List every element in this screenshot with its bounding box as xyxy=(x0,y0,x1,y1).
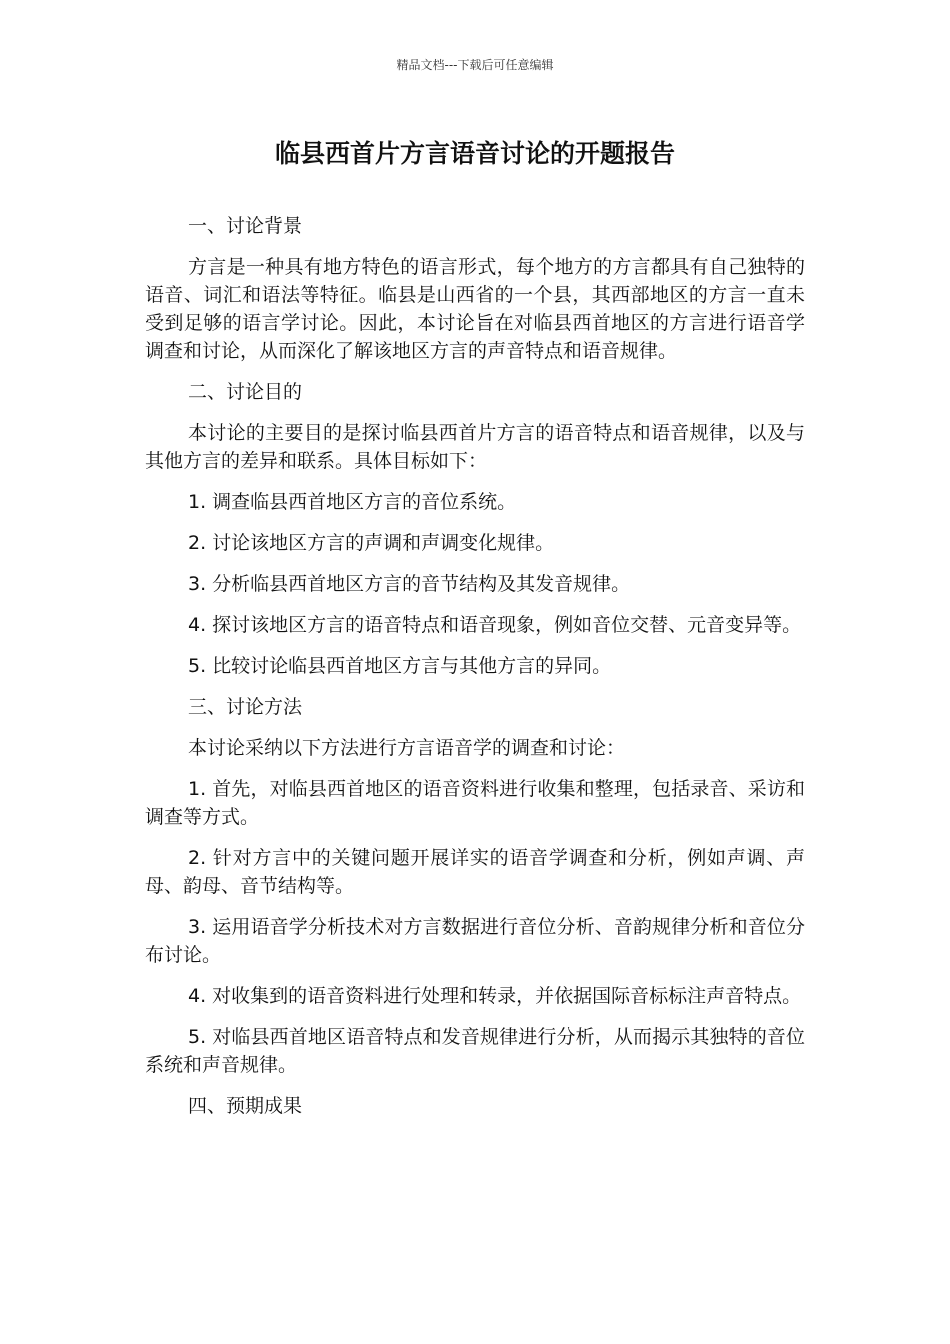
list-item: 2. 针对方言中的关键问题开展详实的语音学调查和分析，例如声调、声母、韵母、音节结构等。 xyxy=(145,847,805,897)
list-item: 5. 比较讨论临县西首地区方言与其他方言的异同。 xyxy=(188,655,612,677)
list-item: 3. 运用语音学分析技术对方言数据进行音位分析、音韵规律分析和音位分布讨论。 xyxy=(145,916,805,966)
list-item: 1. 调查临县西首地区方言的音位系统。 xyxy=(188,491,517,513)
list-item: 3. 分析临县西首地区方言的音节结构及其发音规律。 xyxy=(188,573,631,595)
list-item: 4. 探讨该地区方言的语音特点和语音现象，例如音位交替、元音变异等。 xyxy=(188,614,802,636)
document-body xyxy=(145,212,805,1133)
document-title: 临县西首片方言语音讨论的开题报告 xyxy=(274,139,675,168)
section-heading-purpose: 二、讨论目的 xyxy=(188,381,303,403)
page-header-watermark: 精品文档---下载后可任意编辑 xyxy=(396,58,554,72)
section-heading-methods: 三、讨论方法 xyxy=(188,696,303,718)
section-heading-expected-results: 四、预期成果 xyxy=(188,1095,303,1117)
list-item: 4. 对收集到的语音资料进行处理和转录，并依据国际音标标注声音特点。 xyxy=(188,985,802,1007)
section-heading-background: 一、讨论背景 xyxy=(188,215,303,237)
paragraph: 本讨论的主要目的是探讨临县西首片方言的语音特点和语音规律，以及与其他方言的差异和联系。具体目标如下： xyxy=(145,422,805,472)
list-item: 2. 讨论该地区方言的声调和声调变化规律。 xyxy=(188,532,555,554)
list-item: 5. 对临县西首地区语音特点和发音规律进行分析，从而揭示其独特的音位系统和声音规律。 xyxy=(145,1026,805,1076)
paragraph: 本讨论采纳以下方法进行方言语音学的调查和讨论： xyxy=(188,737,626,759)
paragraph: 方言是一种具有地方特色的语言形式，每个地方的方言都具有自己独特的语音、词汇和语法等特征。临县是山西省的一个县，其西部地区的方言一直未受到足够的语言学讨论。因此，本讨论旨在对临县西首地区的方言进行语音学调查和讨论，从而深化了解该地区方言的声音特点和语音规律。 xyxy=(145,256,805,362)
list-item: 1. 首先，对临县西首地区的语音资料进行收集和整理，包括录音、采访和调查等方式。 xyxy=(145,778,805,828)
